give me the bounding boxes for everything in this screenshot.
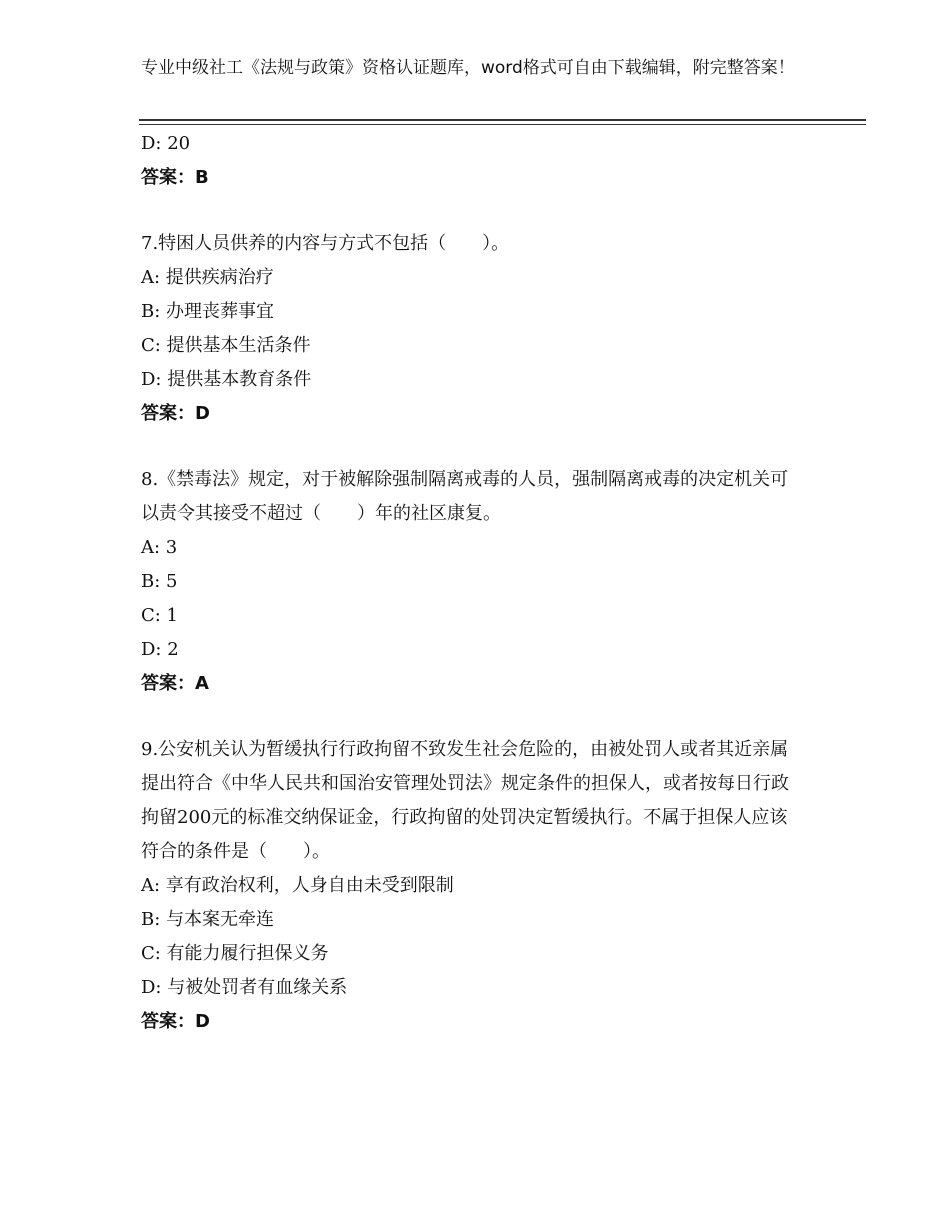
question-9	[141, 733, 841, 1039]
question-spacer	[141, 195, 841, 227]
question-stem: 9.公安机关认为暂缓执行行政拘留不致发生社会危险的，由被处罚人或者其近亲属提出符合《中华人民共和国治安管理处罚法》规定条件的担保人，或者按每日行政拘留200元的标准交纳保证金，行政拘留的处罚决定暂缓执行。不属于担保人应该符合的条件是（ ）。	[141, 739, 789, 862]
answer-line: 答案：D	[141, 403, 210, 424]
question-stem: 7.特困人员供养的内容与方式不包括（ ）。	[141, 233, 510, 254]
header-rule-thin	[139, 124, 866, 125]
option-d: D: 与被处罚者有血缘关系	[141, 977, 348, 998]
question-stem: 8.《禁毒法》规定，对于被解除强制隔离戒毒的人员，强制隔离戒毒的决定机关可以责令其接受不超过（ ）年的社区康复。	[141, 469, 789, 524]
prev-answer: 答案：B	[141, 167, 209, 188]
document-header: 专业中级社工《法规与政策》资格认证题库，word格式可自由下载编辑，附完整答案！	[141, 58, 795, 78]
prev-option-d: D: 20	[141, 133, 191, 154]
question-7	[141, 227, 841, 431]
option-a: A: 享有政治权利，人身自由未受到限制	[141, 875, 454, 896]
answer-line: 答案：D	[141, 1011, 210, 1032]
option-c: C: 有能力履行担保义务	[141, 943, 329, 964]
answer-line: 答案：A	[141, 673, 209, 694]
option-c: C: 提供基本生活条件	[141, 335, 311, 356]
option-a: A: 3	[141, 537, 178, 558]
option-d: D: 提供基本教育条件	[141, 369, 312, 390]
option-b: B: 5	[141, 571, 178, 592]
header-rule-thick	[139, 119, 866, 121]
option-b: B: 办理丧葬事宜	[141, 301, 275, 322]
option-b: B: 与本案无牵连	[141, 909, 275, 930]
option-a: A: 提供疾病治疗	[141, 267, 274, 288]
option-c: C: 1	[141, 605, 179, 626]
question-spacer	[141, 701, 841, 733]
option-d: D: 2	[141, 639, 179, 660]
question-spacer	[141, 431, 841, 463]
document-body	[141, 127, 841, 1039]
question-8	[141, 463, 841, 701]
